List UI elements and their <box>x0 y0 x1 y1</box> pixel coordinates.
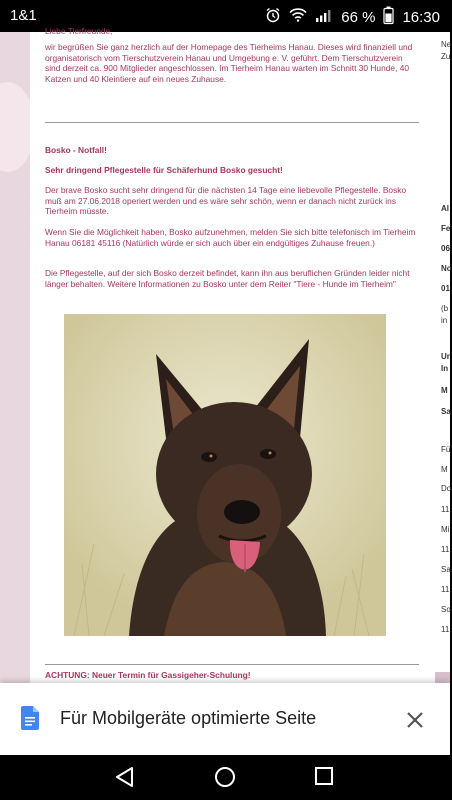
sidebar-truncated-text: Fü <box>441 445 451 454</box>
alarm-clock-icon <box>265 7 281 27</box>
sidebar-truncated-text: Ne <box>441 40 452 49</box>
sidebar-truncated-text: 06 <box>441 244 450 253</box>
sidebar-truncated-text: Zu <box>441 52 451 61</box>
sidebar-truncated-text: 11 <box>441 585 450 594</box>
bosko-paragraph-1: Der brave Bosko sucht sehr dringend für die nächsten 14 Tage eine liebevolle Pflegestelle. Bosko muß am 27.06.2018 operiert werden und es wäre sehr schön, wenn er danach nicht zurück ins Tierheim müsste. <box>45 185 407 216</box>
notfall-subheading: Sehr dringend Pflegestelle für Schäferhund Bosko gesucht! <box>45 165 283 175</box>
sidebar-truncated-text: Mi <box>441 525 450 534</box>
battery-icon <box>383 6 394 28</box>
left-decor-band <box>0 32 30 683</box>
sidebar-truncated-text: Do <box>441 484 452 493</box>
sidebar-truncated-text: M <box>441 465 448 474</box>
sidebar-truncated-text: M <box>441 386 448 395</box>
sidebar-truncated-text: In <box>441 364 449 373</box>
right-sidebar <box>435 32 450 683</box>
system-nav-bar <box>0 755 450 800</box>
banner-label[interactable]: Für Mobilgeräte optimierte Seite <box>60 708 317 728</box>
signal-strength-icon <box>315 8 333 26</box>
divider <box>45 122 419 123</box>
battery-percentage: 66 % <box>341 8 376 26</box>
clock-time: 16:30 <box>402 8 440 26</box>
greeting-text: Liebe Tierfreunde, <box>45 26 113 36</box>
divider <box>45 664 419 665</box>
bosko-paragraph-2: Wenn Sie die Möglichkeit haben, Bosko aufzunehmen, melden Sie sich bitte telefonisch im Tierheim Hanau 06181 45116 (Natürlich würde er sich auch über ein endgültiges Zuhause freuen.) <box>45 227 416 248</box>
sidebar-truncated-text: 11 <box>441 545 450 554</box>
wifi-icon <box>289 8 307 26</box>
sidebar-truncated-text: in <box>441 316 448 325</box>
sidebar-truncated-text: Sa <box>441 407 451 416</box>
back-triangle-icon[interactable] <box>114 766 136 793</box>
home-circle-icon[interactable] <box>214 766 236 793</box>
carrier-label: 1&1 <box>10 7 37 24</box>
notfall-heading: Bosko - Notfall! <box>45 145 107 155</box>
mobile-optimized-banner[interactable] <box>0 683 450 755</box>
achtung-link[interactable]: ACHTUNG: Neuer Termin für Gassigeher-Schulung! <box>45 670 251 680</box>
sidebar-truncated-text: Al <box>441 204 449 213</box>
document-icon <box>21 706 39 735</box>
sidebar-truncated-text: 01 <box>441 284 450 293</box>
sidebar-truncated-text: (b <box>441 304 449 313</box>
recents-square-icon[interactable] <box>314 766 334 791</box>
sidebar-truncated-text: Fe <box>441 224 451 233</box>
sidebar-truncated-text: No <box>441 264 452 273</box>
sidebar-truncated-text: 11 <box>441 625 450 634</box>
sidebar-truncated-text: So <box>441 605 451 614</box>
sidebar-truncated-text: 11 <box>441 505 450 514</box>
bosko-paragraph-3: Die Pflegestelle, auf der sich Bosko derzeit befindet, kann ihn aus beruflichen Gründen leider nicht länger behalten. Weitere Informationen zu Bosko unter dem Reiter "Tiere - Hunde im Tierheim" <box>45 268 410 289</box>
web-page-viewport[interactable] <box>0 26 452 683</box>
intro-paragraph: wir begrüßen Sie ganz herzlich auf der Homepage des Tierheims Hanau. Dieses wird finanziell und organisatorisch vom Tierschutzverein Hanau und Umgebung e. V. geführt. Dem Tierschutzverein sind derzeit ca. 900 Mitglieder angeschlossen. Im Tierheim Hanau warten im Schnitt 30 Hunde, 40 Katzen und 40 Kleintiere auf ein neues Zuhause. <box>45 42 413 84</box>
bosko-dog-photo <box>64 314 386 636</box>
main-content <box>30 26 435 683</box>
sidebar-truncated-text: Ur <box>441 352 450 361</box>
close-icon[interactable] <box>405 710 425 735</box>
sidebar-truncated-text: Sa <box>441 565 451 574</box>
